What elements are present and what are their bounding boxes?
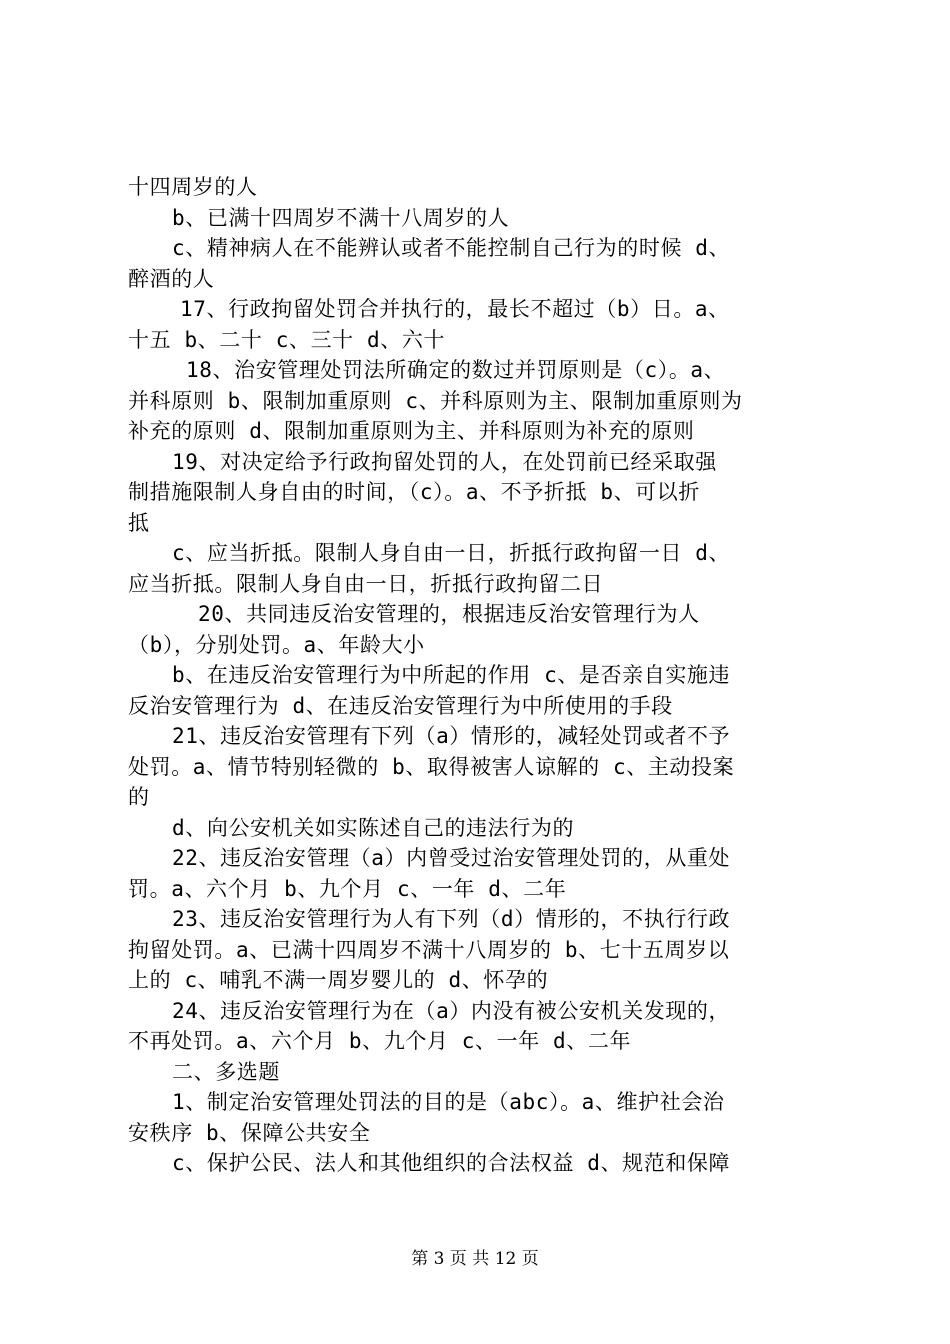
text-line: 安秩序 b、保障公共安全 bbox=[128, 1120, 371, 1145]
text-line: c、保护公民、法人和其他组织的合法权益 d、规范和保障 bbox=[172, 1151, 731, 1175]
text-line: b、在违反治安管理行为中所起的作用 c、是否亲自实施违 bbox=[172, 663, 731, 687]
text-line: c、应当折抵。限制人身自由一日，折抵行政拘留一日 d、 bbox=[172, 541, 731, 565]
text-line: 20、共同违反治安管理的，根据违反治安管理行为人 bbox=[198, 602, 700, 626]
text-line: 19、对决定给予行政拘留处罚的人，在处罚前已经采取强 bbox=[172, 449, 717, 474]
text-line: 18、治安管理处罚法所确定的数过并罚原则是（c）。a、 bbox=[186, 358, 726, 382]
text-line: 醉酒的人 bbox=[128, 266, 215, 291]
text-line: 十四周岁的人 bbox=[128, 175, 258, 199]
text-line: d、向公安机关如实陈述自己的违法行为的 bbox=[172, 815, 575, 840]
text-line: 补充的原则 d、限制加重原则为主、并科原则为补充的原则 bbox=[128, 419, 695, 443]
text-line: 应当折抵。限制人身自由一日，折抵行政拘留二日 bbox=[128, 571, 604, 596]
text-line: 17、行政拘留处罚合并执行的，最长不超过（b）日。a、 bbox=[180, 297, 730, 321]
text-line: 22、违反治安管理（a）内曾受过治安管理处罚的，从重处 bbox=[172, 846, 731, 870]
text-line: （b），分别处罚。a、年龄大小 bbox=[128, 632, 425, 657]
text-line: 的 bbox=[128, 785, 150, 809]
text-line: 处罚。a、情节特别轻微的 b、取得被害人谅解的 c、主动投案 bbox=[128, 754, 735, 779]
text-line: 23、违反治安管理行为人有下列（d）情形的，不执行行政 bbox=[172, 907, 731, 931]
text-line: 并科原则 b、限制加重原则 c、并科原则为主、限制加重原则为 bbox=[128, 388, 743, 413]
page-footer: 第 3 页 共 12 页 bbox=[411, 1249, 539, 1269]
document-body bbox=[128, 172, 834, 1179]
text-line: b、已满十四周岁不满十八周岁的人 bbox=[172, 205, 510, 230]
text-line: 罚。a、六个月 b、九个月 c、一年 d、二年 bbox=[128, 876, 567, 901]
text-line: 1、制定治安管理处罚法的目的是（abc）。a、维护社会治 bbox=[172, 1090, 725, 1114]
text-line: 二、多选题 bbox=[172, 1059, 280, 1084]
text-line: 反治安管理行为 d、在违反治安管理行为中所使用的手段 bbox=[128, 693, 673, 718]
text-line: 抵 bbox=[128, 510, 150, 535]
text-line: 上的 c、哺乳不满一周岁婴儿的 d、怀孕的 bbox=[128, 968, 549, 992]
text-line: 不再处罚。a、六个月 b、九个月 c、一年 d、二年 bbox=[128, 1029, 632, 1053]
text-line: 24、违反治安管理行为在（a）内没有被公安机关发现的， bbox=[172, 998, 731, 1023]
text-line: 十五 b、二十 c、三十 d、六十 bbox=[128, 327, 446, 352]
text-line: 21、违反治安管理有下列（a）情形的，减轻处罚或者不予 bbox=[172, 724, 731, 748]
text-line: 制措施限制人身自由的时间，（c）。a、不予折抵 b、可以折 bbox=[128, 480, 700, 504]
text-line: 拘留处罚。a、已满十四周岁不满十八周岁的 b、七十五周岁以 bbox=[128, 937, 730, 962]
text-line: c、精神病人在不能辨认或者不能控制自己行为的时候 d、 bbox=[172, 236, 731, 260]
